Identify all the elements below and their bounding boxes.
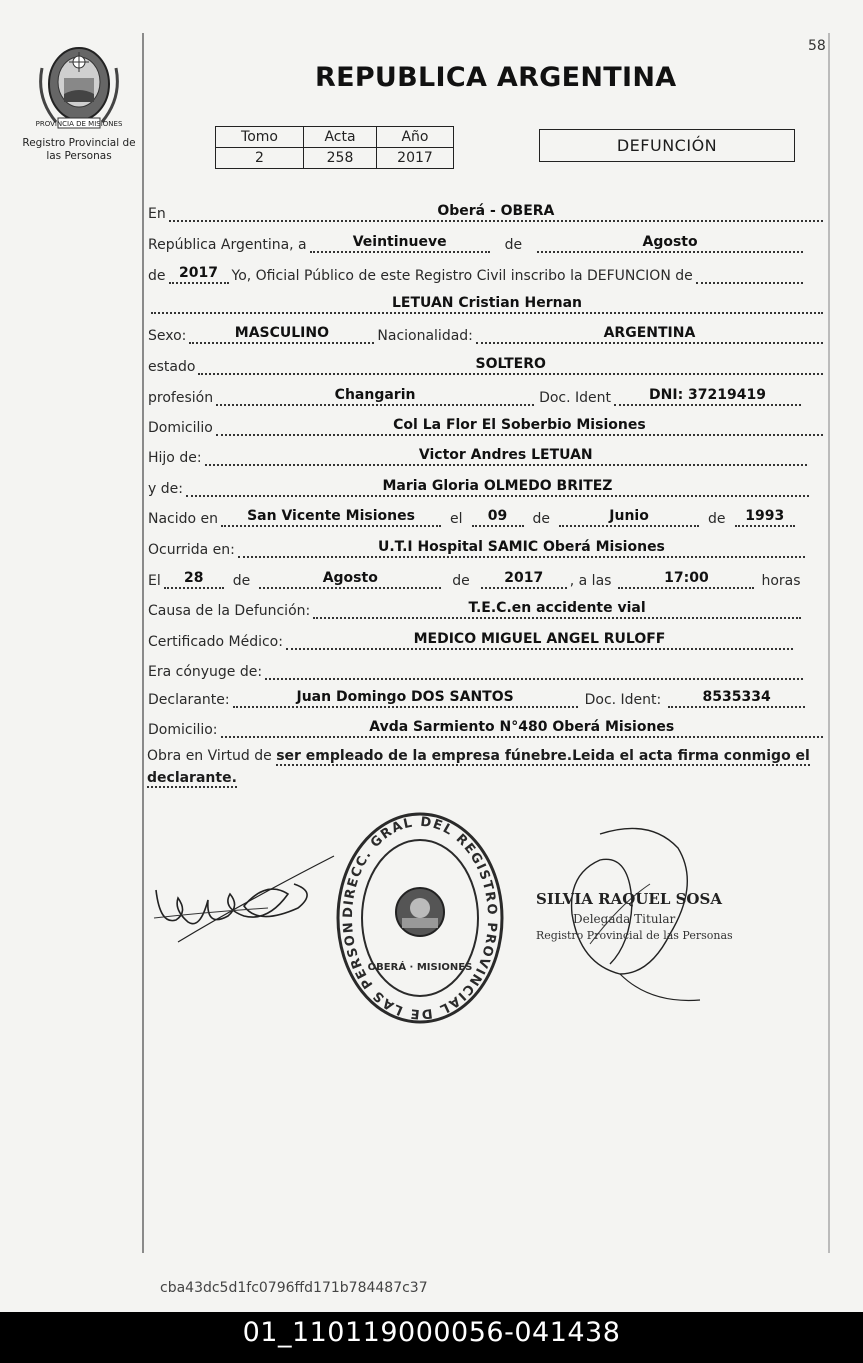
footer-id-bar: 01_110119000056-041438	[0, 1312, 863, 1363]
place-value: Oberá - OBERA	[169, 202, 823, 222]
line-profesion: profesión Changarin Doc. Ident DNI: 37219419	[148, 386, 804, 406]
spouse-value	[265, 660, 803, 680]
mother-value: Maria Gloria OLMEDO BRITEZ	[186, 477, 809, 497]
seal-inner-text: OBERÁ · MISIONES	[367, 962, 473, 973]
death-year-value: 2017	[481, 569, 567, 589]
document-id-value: DNI: 37219419	[614, 386, 801, 406]
left-margin-line	[142, 33, 144, 1253]
address-value: Col La Flor El Soberbio Misiones	[216, 416, 823, 436]
death-place-value: U.T.I Hospital SAMIC Oberá Misiones	[238, 538, 805, 558]
line-hijo: Hijo de: Victor Andres LETUAN	[148, 446, 810, 466]
header-anio: Año	[377, 127, 454, 148]
line-inscribo: de 2017 Yo, Oficial Público de este Registro Civil inscribo la DEFUNCION de	[148, 264, 806, 284]
line-republica: República Argentina, a Veintinueve de Agosto	[148, 233, 806, 253]
month-value: Agosto	[537, 233, 803, 253]
declarant-signature	[148, 850, 338, 945]
line-nacido: Nacido en San Vicente Misiones el 09 de Junio de 1993	[148, 507, 798, 527]
profession-value: Changarin	[216, 386, 534, 406]
document-hash: cba43dc5d1fc0796ffd171b784487c37	[160, 1280, 428, 1296]
official-role: Delegada Titular	[573, 912, 676, 926]
line-en: En Oberá - OBERA	[148, 202, 826, 222]
line-estado: estado SOLTERO	[148, 355, 826, 375]
header-tomo: Tomo	[216, 127, 304, 148]
value-acta: 258	[304, 148, 377, 169]
cause-value: T.E.C.en accidente vial	[313, 599, 801, 619]
official-registry: Registro Provincial de las Personas	[536, 929, 733, 942]
coat-of-arms-icon	[36, 38, 122, 130]
official-seal-icon	[330, 808, 510, 1028]
value-tomo: 2	[216, 148, 304, 169]
father-value: Victor Andres LETUAN	[205, 446, 807, 466]
inscribo-blank	[696, 264, 803, 284]
day-words-value: Veintinueve	[310, 233, 490, 253]
line-nombre	[148, 294, 826, 314]
seal-outer-text: DIRECC. GRAL DEL REGISTRO PROVINCIAL DE LAS PERSON	[340, 814, 500, 1022]
declarant-doc-value: 8535334	[668, 688, 805, 708]
line-declarante: Declarante: Juan Domingo DOS SANTOS Doc. Ident: 8535334	[148, 688, 808, 708]
page-title: REPUBLICA ARGENTINA	[315, 62, 677, 93]
line-certificado: Certificado Médico: MEDICO MIGUEL ANGEL RULOFF	[148, 630, 796, 650]
line-sexo: Sexo: MASCULINO Nacionalidad: ARGENTINA	[148, 324, 826, 344]
line-conyuge: Era cónyuge de:	[148, 660, 806, 680]
death-month-value: Agosto	[259, 569, 441, 589]
official-name: SILVIA RAQUEL SOSA	[536, 890, 722, 908]
logo-text: PROVINCIA DE MISIONES	[36, 120, 122, 128]
line-domicilio2: Domicilio: Avda Sarmiento N°480 Oberá Misiones	[148, 718, 826, 738]
line-ocurrida: Ocurrida en: U.T.I Hospital SAMIC Oberá Misiones	[148, 538, 808, 558]
obra-text: ser empleado de la empresa fúnebre.Leida el acta firma conmigo el declarante.	[147, 748, 810, 786]
birth-day-value: 09	[472, 507, 524, 527]
line-madre: y de: Maria Gloria OLMEDO BRITEZ	[148, 477, 812, 497]
line-fecha: El 28 de Agosto de 2017 , a las 17:00 horas	[148, 570, 801, 589]
document-type-box: DEFUNCIÓN	[539, 129, 795, 162]
year-value: 2017	[169, 264, 229, 284]
medical-cert-value: MEDICO MIGUEL ANGEL RULOFF	[286, 630, 793, 650]
record-table	[215, 126, 454, 169]
logo-caption: Registro Provincial de las Personas	[22, 137, 136, 162]
right-margin-line	[828, 33, 830, 1253]
deceased-name-value: LETUAN Cristian Hernan	[151, 294, 823, 314]
birthplace-value: San Vicente Misiones	[221, 507, 441, 527]
birth-month-value: Junio	[559, 507, 699, 527]
death-day-value: 28	[164, 569, 224, 589]
value-anio: 2017	[377, 148, 454, 169]
obra-paragraph: Obra en Virtud de ser empleado de la empresa fúnebre.Leida el acta firma conmigo el declarante.	[147, 748, 810, 786]
line-domicilio: Domicilio Col La Flor El Soberbio Misiones	[148, 416, 826, 436]
declarant-address-value: Avda Sarmiento N°480 Oberá Misiones	[221, 718, 823, 738]
death-time-value: 17:00	[618, 569, 754, 589]
header-acta: Acta	[304, 127, 377, 148]
page-number: 58	[808, 38, 826, 54]
civil-status-value: SOLTERO	[198, 355, 823, 375]
declarant-value: Juan Domingo DOS SANTOS	[233, 688, 578, 708]
birth-year-value: 1993	[735, 507, 795, 527]
sex-value: MASCULINO	[189, 324, 374, 344]
line-causa: Causa de la Defunción: T.E.C.en accidente vial	[148, 599, 804, 619]
nationality-value: ARGENTINA	[476, 324, 823, 344]
